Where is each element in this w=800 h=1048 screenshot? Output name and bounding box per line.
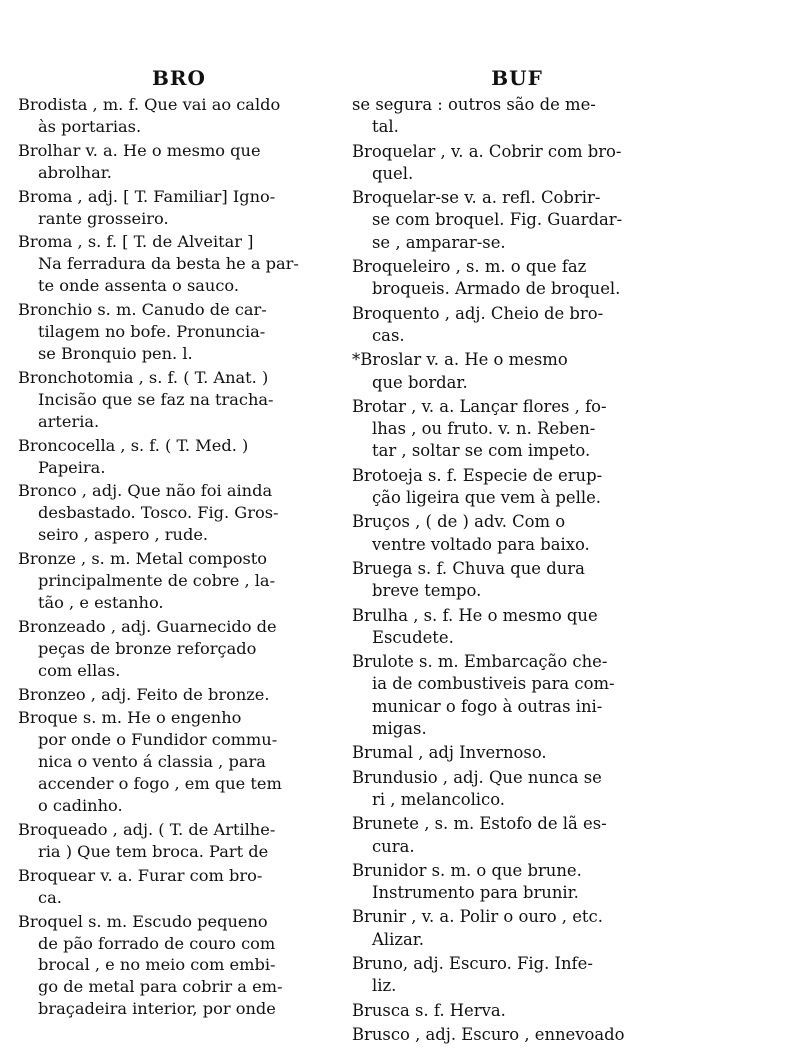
entry-line: cura. <box>372 836 415 856</box>
entry-line: Bronchotomia , s. f. ( T. Anat. ) <box>18 367 269 387</box>
entry-line: tão , e estanho. <box>38 592 164 612</box>
dictionary-entry <box>352 605 682 650</box>
dictionary-entry <box>18 367 340 433</box>
left-column <box>18 66 340 1022</box>
entry-line: tilagem no bofe. Pronuncia- <box>38 322 266 342</box>
dictionary-entry <box>352 141 682 186</box>
entry-line: quel. <box>372 163 414 183</box>
entry-line: te onde assenta o sauco. <box>38 276 240 296</box>
entry-line: Brusca s. f. Herva. <box>352 1000 506 1020</box>
right-column <box>352 66 682 1048</box>
dictionary-entry <box>352 651 682 740</box>
entry-line: Instrumento para brunir. <box>372 883 579 903</box>
entry-line: nica o vento á classia , para <box>38 752 266 772</box>
entry-line: seiro , aspero , rude. <box>38 525 209 545</box>
right-entries <box>352 94 682 1046</box>
entry-line: ria ) Que tem broca. Part de <box>38 841 269 861</box>
entry-line: Broma , adj. [ T. Familiar] Igno- <box>18 186 276 206</box>
entry-line: Brusco , adj. Escuro , ennevoado <box>352 1024 625 1044</box>
left-column-header: BRO <box>152 66 206 90</box>
dictionary-entry <box>18 911 340 1021</box>
entry-line: municar o fogo à outras ini- <box>372 696 603 716</box>
entry-line: o cadinho. <box>38 796 123 816</box>
entry-line: Brulote s. m. Embarcação che- <box>352 652 608 672</box>
entry-line: Bronzeado , adj. Guarnecido de <box>18 616 277 636</box>
dictionary-entry <box>352 396 682 463</box>
entry-line: peças de bronze reforçado <box>38 638 257 658</box>
entry-line: cas. <box>372 325 405 345</box>
entry-line: Broqueleiro , s. m. o que faz <box>352 257 587 277</box>
dictionary-entry <box>352 813 682 858</box>
entry-line: Brundusio , adj. Que nunca se <box>352 767 602 787</box>
entry-line: Brotar , v. a. Lançar flores , fo- <box>352 396 607 416</box>
dictionary-entry <box>18 865 340 909</box>
entry-line: Broquelar , v. a. Cobrir com bro- <box>352 141 622 161</box>
entry-line: às portarias. <box>38 116 142 136</box>
entry-line: tal. <box>372 117 399 137</box>
entry-line: ia de combustiveis para com- <box>372 674 615 694</box>
entry-line: tar , soltar se com impeto. <box>372 441 591 461</box>
entry-line: migas. <box>372 719 427 739</box>
dictionary-entry <box>352 767 682 812</box>
entry-line: Broncocella , s. f. ( T. Med. ) <box>18 435 249 455</box>
entry-line: com ellas. <box>38 660 121 680</box>
entry-line: Broma , s. f. [ T. de Alveitar ] <box>18 232 254 252</box>
dictionary-entry <box>352 860 682 905</box>
entry-line: Brolhar v. a. He o mesmo que <box>18 140 261 160</box>
entry-line: ca. <box>38 887 62 907</box>
entry-line: desbastado. Tosco. Fig. Gros- <box>38 503 279 523</box>
dictionary-entry <box>18 707 340 817</box>
dictionary-entry <box>18 94 340 138</box>
entry-line: Papeira. <box>38 457 106 477</box>
entry-line: se Bronquio pen. l. <box>38 343 193 363</box>
entry-line: Brunir , v. a. Polir o ouro , etc. <box>352 907 603 927</box>
dictionary-entry <box>352 94 682 139</box>
entry-line: Bronzeo , adj. Feito de bronze. <box>18 684 270 704</box>
dictionary-entry <box>352 511 682 556</box>
entry-line: ventre voltado para baixo. <box>372 534 590 554</box>
dictionary-entry <box>18 186 340 230</box>
dictionary-entry <box>18 435 340 479</box>
entry-line: abrolhar. <box>38 162 112 182</box>
entry-line: Brunidor s. m. o que brune. <box>352 860 582 880</box>
dictionary-entry <box>18 231 340 297</box>
entry-line: principalmente de cobre , la- <box>38 571 276 591</box>
entry-line: Brulha , s. f. He o mesmo que <box>352 605 598 625</box>
entry-line: que bordar. <box>372 372 468 392</box>
dictionary-entry <box>352 953 682 998</box>
entry-line: go de metal para cobrir a em- <box>38 977 283 997</box>
entry-line: Na ferradura da besta he a par- <box>38 254 299 274</box>
entry-line: breve tempo. <box>372 581 482 601</box>
entry-line: *Broslar v. a. He o mesmo <box>352 350 568 370</box>
dictionary-entry <box>18 684 340 706</box>
dictionary-entry <box>352 906 682 951</box>
dictionary-entry <box>352 742 682 764</box>
dictionary-entry <box>352 1000 682 1022</box>
entry-line: Broquel s. m. Escudo pequeno <box>18 911 268 931</box>
entry-line: se , amparar-se. <box>372 232 506 252</box>
entry-line: Incisão que se faz na tracha- <box>38 389 274 409</box>
dictionary-entry <box>18 480 340 546</box>
entry-line: rante grosseiro. <box>38 208 169 228</box>
entry-line: Brumal , adj Invernoso. <box>352 743 547 763</box>
entry-line: Bruno, adj. Escuro. Fig. Infe- <box>352 953 593 973</box>
entry-line: Escudete. <box>372 627 454 647</box>
dictionary-entry <box>18 548 340 614</box>
dictionary-entry <box>18 299 340 365</box>
entry-line: Bronco , adj. Que não foi ainda <box>18 481 273 501</box>
entry-line: Broquear v. a. Furar com bro- <box>18 865 263 885</box>
entry-line: arteria. <box>38 411 100 431</box>
entry-line: Broque s. m. He o engenho <box>18 708 242 728</box>
entry-line: Brodista , m. f. Que vai ao caldo <box>18 95 281 114</box>
entry-line: braçadeira interior, por onde <box>38 999 276 1019</box>
entry-line: Alizar. <box>372 929 424 949</box>
entry-line: Bruços , ( de ) adv. Com o <box>352 512 566 532</box>
left-entries <box>18 94 340 1020</box>
entry-line: liz. <box>372 976 397 996</box>
entry-line: broqueis. Armado de broquel. <box>372 279 621 299</box>
entry-line: Broquelar-se v. a. refl. Cobrir- <box>352 188 601 208</box>
dictionary-entry <box>352 558 682 603</box>
entry-line: se segura : outros são de me- <box>352 95 596 114</box>
entry-line: se com broquel. Fig. Guardar- <box>372 210 623 230</box>
dictionary-entry <box>18 616 340 682</box>
entry-line: ção ligeira que vem à pelle. <box>372 488 602 508</box>
entry-line: ri , melancolico. <box>372 789 506 809</box>
entry-line: Broquento , adj. Cheio de bro- <box>352 303 604 323</box>
entry-line: por onde o Fundidor commu- <box>38 730 278 750</box>
entry-line: de pão forrado de couro com <box>38 933 276 953</box>
dictionary-entry <box>352 349 682 394</box>
entry-line: Bronchio s. m. Canudo de car- <box>18 300 267 320</box>
entry-line: Brotoeja s. f. Especie de erup- <box>352 465 603 485</box>
entry-line: Brunete , s. m. Estofo de lã es- <box>352 814 607 834</box>
entry-line: accender o fogo , em que tem <box>38 774 282 794</box>
entry-line: Bruega s. f. Chuva que dura <box>352 558 585 578</box>
dictionary-entry <box>352 303 682 348</box>
dictionary-entry <box>18 819 340 863</box>
entry-line: Broqueado , adj. ( T. de Artilhe- <box>18 820 276 839</box>
entry-line: Bronze , s. m. Metal composto <box>18 549 268 569</box>
right-column-header: BUF <box>491 66 543 90</box>
dictionary-entry <box>352 187 682 254</box>
dictionary-entry <box>352 256 682 301</box>
dictionary-entry <box>352 465 682 510</box>
entry-line: brocal , e no meio com embi- <box>38 955 276 975</box>
entry-line: lhas , ou fruto. v. n. Reben- <box>372 419 596 439</box>
dictionary-entry <box>18 140 340 184</box>
